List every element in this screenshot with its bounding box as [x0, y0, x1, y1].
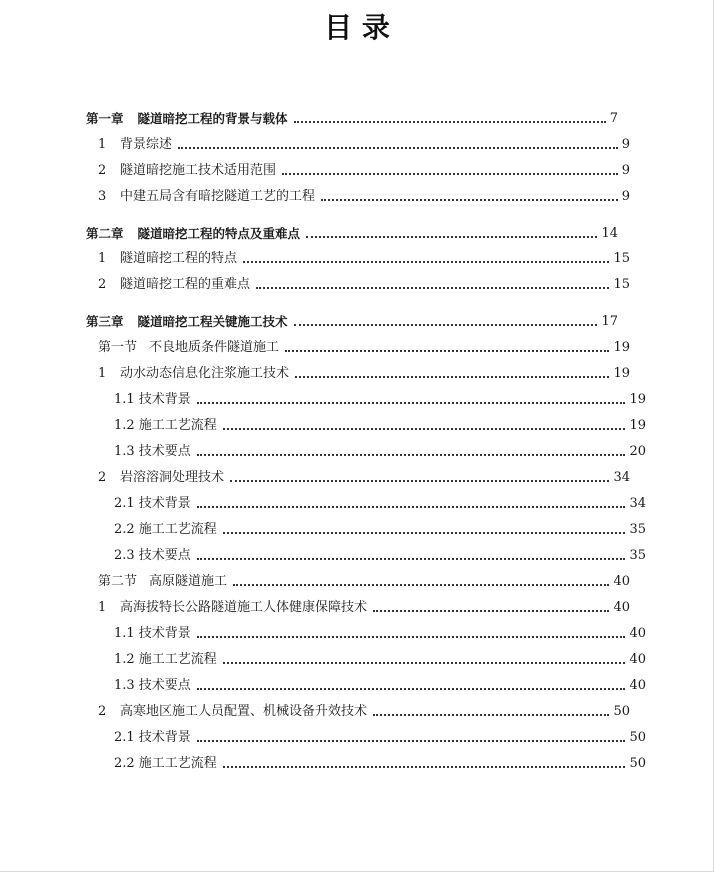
- toc-subitem[interactable]: [86, 676, 646, 696]
- dot-leader: [223, 660, 626, 664]
- dot-leader: [294, 322, 598, 326]
- chapter-title: 隧道暗挖工程的背景与载体: [137, 111, 288, 126]
- subitem-title: 技术要点: [138, 444, 191, 459]
- page-number: 9: [621, 163, 630, 178]
- page-number: 34: [613, 470, 630, 485]
- dot-leader: [285, 348, 609, 352]
- chapter-title: 隧道暗挖工程的特点及重难点: [137, 226, 301, 241]
- dot-leader: [178, 145, 618, 149]
- section-label: 第二节: [98, 574, 138, 589]
- toc-subitem[interactable]: [86, 650, 646, 670]
- subitem-number: 2.2: [114, 522, 135, 537]
- page-number: 40: [629, 652, 646, 667]
- toc-section[interactable]: [86, 338, 630, 358]
- toc-chapter[interactable]: [86, 312, 618, 332]
- item-number: 1: [98, 137, 107, 152]
- toc-subitem[interactable]: [86, 624, 646, 644]
- page-number: 19: [613, 340, 630, 355]
- page-number: 7: [609, 111, 618, 126]
- page-number: 9: [621, 189, 630, 204]
- dot-leader: [197, 634, 626, 638]
- toc-subitem[interactable]: [86, 416, 646, 436]
- subitem-title: 技术背景: [138, 626, 191, 641]
- chapter-label: 第三章: [86, 314, 124, 329]
- subitem-title: 施工工艺流程: [138, 652, 217, 667]
- page-number: 50: [613, 704, 630, 719]
- subitem-title: 施工工艺流程: [138, 756, 217, 771]
- toc-subitem[interactable]: [86, 494, 646, 514]
- page-number: 35: [629, 548, 646, 563]
- dot-leader: [197, 504, 626, 508]
- section-title: 高原隧道施工: [149, 574, 228, 589]
- subitem-number: 2.2: [114, 756, 135, 771]
- page-number: 19: [629, 418, 646, 433]
- page-number: 9: [621, 137, 630, 152]
- dot-leader: [197, 400, 626, 404]
- toc-chapter[interactable]: [86, 224, 618, 244]
- page-number: 15: [613, 277, 630, 292]
- page-number: 50: [629, 756, 646, 771]
- toc-subitem[interactable]: [86, 442, 646, 462]
- dot-leader: [197, 738, 626, 742]
- item-number: 3: [98, 189, 107, 204]
- dot-leader: [197, 452, 626, 456]
- item-number: 1: [98, 366, 107, 381]
- subitem-title: 技术背景: [138, 392, 191, 407]
- subitem-title: 技术背景: [138, 730, 191, 745]
- subitem-number: 2.1: [114, 496, 135, 511]
- dot-leader: [256, 285, 609, 289]
- dot-leader: [295, 374, 609, 378]
- toc-item[interactable]: [86, 364, 630, 384]
- page-number: 40: [629, 626, 646, 641]
- dot-leader: [197, 686, 626, 690]
- toc-subitem[interactable]: [86, 520, 646, 540]
- page-number: 14: [601, 226, 618, 241]
- subitem-title: 技术要点: [138, 548, 191, 563]
- toc-subitem[interactable]: [86, 546, 646, 566]
- subitem-title: 技术背景: [138, 496, 191, 511]
- toc-item[interactable]: [86, 598, 630, 618]
- page-number: 40: [613, 600, 630, 615]
- subitem-title: 施工工艺流程: [138, 522, 217, 537]
- subitem-title: 技术要点: [138, 678, 191, 693]
- subitem-number: 1.1: [114, 626, 135, 641]
- section-label: 第一节: [98, 340, 138, 355]
- item-title: 隧道暗挖工程的特点: [120, 251, 238, 266]
- dot-leader: [373, 608, 609, 612]
- item-number: 2: [98, 704, 107, 719]
- page-number: 19: [613, 366, 630, 381]
- section-title: 不良地质条件隧道施工: [149, 340, 280, 355]
- subitem-title: 施工工艺流程: [138, 418, 217, 433]
- item-number: 2: [98, 470, 107, 485]
- dot-leader: [243, 259, 609, 263]
- dot-leader: [223, 764, 626, 768]
- item-number: 1: [98, 251, 107, 266]
- toc-subitem[interactable]: [86, 754, 646, 774]
- page-number: 40: [613, 574, 630, 589]
- toc-item[interactable]: [86, 702, 630, 722]
- dot-leader: [223, 530, 626, 534]
- item-title: 高寒地区施工人员配置、机械设备升效技术: [120, 704, 368, 719]
- page-title: 目 录: [324, 11, 390, 44]
- toc-subitem[interactable]: [86, 390, 646, 410]
- toc-section[interactable]: [86, 572, 630, 592]
- toc-chapter[interactable]: [86, 109, 618, 129]
- item-title: 隧道暗挖工程的重难点: [120, 277, 251, 292]
- item-title: 背景综述: [120, 137, 173, 152]
- toc-item[interactable]: [86, 275, 630, 295]
- subitem-number: 1.3: [114, 678, 135, 693]
- dot-leader: [321, 197, 618, 201]
- dot-leader: [233, 582, 609, 586]
- page-number: 19: [629, 392, 646, 407]
- chapter-label: 第二章: [86, 226, 124, 241]
- item-title: 中建五局含有暗挖隧道工艺的工程: [120, 189, 316, 204]
- dot-leader: [223, 426, 626, 430]
- dot-leader: [282, 171, 618, 175]
- subitem-number: 1.1: [114, 392, 135, 407]
- page-number: 20: [629, 444, 646, 459]
- toc-item[interactable]: [86, 249, 630, 269]
- item-number: 1: [98, 600, 107, 615]
- item-title: 高海拔特长公路隧道施工人体健康保障技术: [120, 600, 368, 615]
- page-number: 34: [629, 496, 646, 511]
- item-number: 2: [98, 277, 107, 292]
- subitem-number: 1.2: [114, 652, 135, 667]
- toc-item[interactable]: [86, 161, 630, 181]
- toc-subitem[interactable]: [86, 728, 646, 748]
- page-number: 50: [629, 730, 646, 745]
- item-title: 岩溶溶洞处理技术: [120, 470, 225, 485]
- subitem-number: 1.3: [114, 444, 135, 459]
- toc-item[interactable]: [86, 468, 630, 488]
- dot-leader: [230, 478, 609, 482]
- subitem-number: 1.2: [114, 418, 135, 433]
- item-title: 动水动态信息化注浆施工技术: [120, 366, 290, 381]
- subitem-number: 2.1: [114, 730, 135, 745]
- item-number: 2: [98, 163, 107, 178]
- chapter-label: 第一章: [86, 111, 124, 126]
- dot-leader: [373, 712, 609, 716]
- subitem-number: 2.3: [114, 548, 135, 563]
- page-number: 35: [629, 522, 646, 537]
- dot-leader: [294, 119, 606, 123]
- chapter-title: 隧道暗挖工程关键施工技术: [137, 314, 288, 329]
- dot-leader: [306, 234, 597, 238]
- page-number: 15: [613, 251, 630, 266]
- toc-item[interactable]: [86, 135, 630, 155]
- page-number: 40: [629, 678, 646, 693]
- page-number: 17: [601, 314, 618, 329]
- item-title: 隧道暗挖施工技术适用范围: [120, 163, 277, 178]
- toc-item[interactable]: [86, 187, 630, 207]
- dot-leader: [197, 556, 626, 560]
